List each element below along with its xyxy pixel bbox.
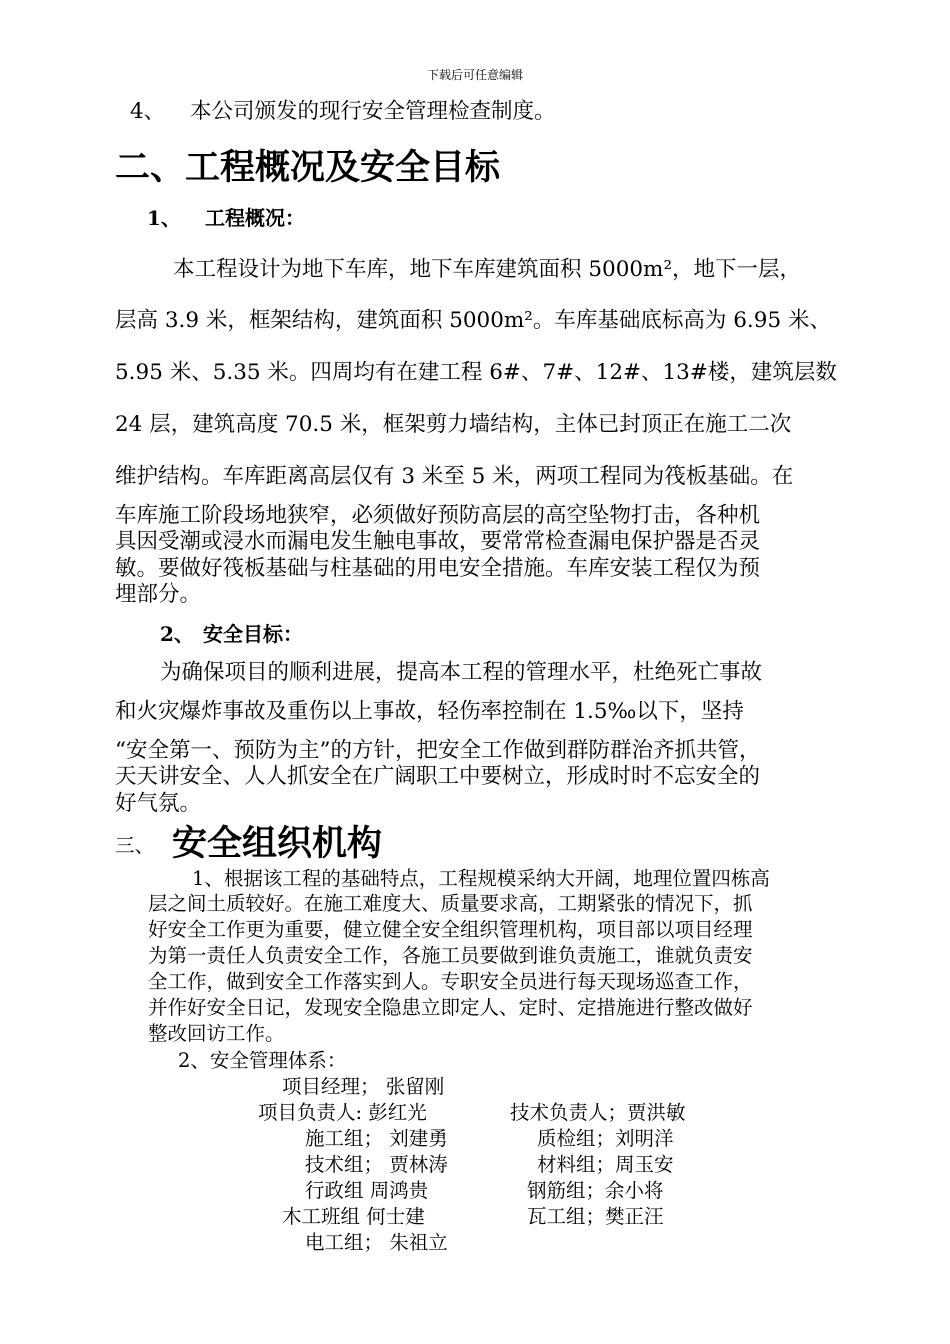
org-row-4-right: 钢筋组；余小将 xyxy=(527,1179,664,1202)
s3-para1-line-1: 1、根据该工程的基础特点，工程规模采纳大开阔，地理位置四栋高 xyxy=(192,867,770,890)
s3-para1-line-5: 全工作，做到安全工作落实到人。专职安全员进行每天现场巡查工作， xyxy=(148,970,753,993)
para1-line-9: 埋部分。 xyxy=(115,582,202,607)
org-row-5-left: 木工班组 何士建 xyxy=(282,1205,425,1228)
s3-subsection-2-title: 2、安全管理体系： xyxy=(178,1049,347,1072)
section-2-heading: 二、工程概况及安全目标 xyxy=(115,148,501,188)
org-row-5-right: 瓦工组；樊正汪 xyxy=(527,1205,664,1228)
para2-line-3: “安全第一、预防为主”的方针，把安全工作做到群防群治齐抓共管， xyxy=(115,738,761,763)
org-row-4-left: 行政组 周鸿贵 xyxy=(305,1179,429,1202)
s3-para1-line-2: 层之间土质较好。在施工难度大、质量要求高，工期紧张的情况下，抓 xyxy=(148,892,753,915)
para1-line-5: 维护结构。车库距离高层仅有 3 米至 5 米，两项工程同为筏板基础。在 xyxy=(115,464,794,489)
org-row-3-right: 材料组；周玉安 xyxy=(537,1153,674,1176)
section-3-number: 三、 xyxy=(115,834,155,857)
para1-line-8: 敏。要做好筏板基础与柱基础的用电安全措施。车库安装工程仅为预 xyxy=(115,556,761,581)
s3-para1-line-4: 为第一责任人负责安全工作，各施工员要做到谁负责施工，谁就负责安 xyxy=(148,944,753,967)
para1-line-3: 5.95 米、5.35 米。四周均有在建工程 6#、7#、12#、13#楼，建筑层数 xyxy=(115,360,837,385)
para2-line-5: 好气氛。 xyxy=(115,791,202,816)
subsection-1-number: 1、 xyxy=(147,206,181,230)
org-row-1-left: 项目负责人: 彭红光 xyxy=(258,1101,427,1124)
org-row-1-right: 技术负责人；贾洪敏 xyxy=(510,1101,686,1124)
subsection-2-title: 安全目标： xyxy=(203,622,303,646)
para2-line-4: 天天讲安全、人人抓安全在广阔职工中要树立，形成时时不忘安全的 xyxy=(115,764,761,789)
para2-line-2: 和火灾爆炸事故及重伤以上事故，轻伤率控制在 1.5‰以下，坚持 xyxy=(115,699,744,724)
para1-line-7: 具因受潮或浸水而漏电发生触电事故，要常常检查漏电保护器是否灵 xyxy=(115,529,761,554)
para1-line-2: 层高 3.9 米，框架结构，建筑面积 5000m²。车库基础底标高为 6.95 米、 xyxy=(115,308,831,333)
header-note: 下载后可任意编辑 xyxy=(426,68,523,82)
para1-line-4: 24 层，建筑高度 70.5 米，框架剪力墙结构，主体已封顶正在施工二次 xyxy=(115,412,792,437)
org-project-manager: 项目经理； 张留刚 xyxy=(282,1075,445,1098)
org-row-2-right: 质检组；刘明洋 xyxy=(537,1127,674,1150)
item-4-number: 4、 xyxy=(130,99,166,124)
org-row-2-left: 施工组； 刘建勇 xyxy=(305,1127,448,1150)
s3-para1-line-3: 好安全工作更为重要，健立健全安全组织管理机构，项目部以项目经理 xyxy=(148,918,753,941)
org-row-6-left: 电工组； 朱祖立 xyxy=(305,1231,448,1254)
para1-line-6: 车库施工阶段场地狭窄，必须做好预防高层的高空坠物打击，各种机 xyxy=(115,503,761,528)
para2-line-1: 为确保项目的顺利进展，提高本工程的管理水平，杜绝死亡事故 xyxy=(160,660,763,685)
org-row-3-left: 技术组； 贾林涛 xyxy=(305,1153,448,1176)
para1-line-1: 本工程设计为地下车库，地下车库建筑面积 5000m²，地下一层， xyxy=(173,257,802,282)
s3-para1-line-7: 整改回访工作。 xyxy=(148,1022,285,1045)
subsection-2-number: 2、 xyxy=(160,622,194,646)
s3-para1-line-6: 并作好安全日记，发现安全隐患立即定人、定时、定措施进行整改做好 xyxy=(148,996,753,1019)
section-3-heading: 安全组织机构 xyxy=(172,824,383,864)
item-4-text: 本公司颁发的现行安全管理检查制度。 xyxy=(190,99,556,124)
subsection-1-title: 工程概况： xyxy=(205,206,305,230)
